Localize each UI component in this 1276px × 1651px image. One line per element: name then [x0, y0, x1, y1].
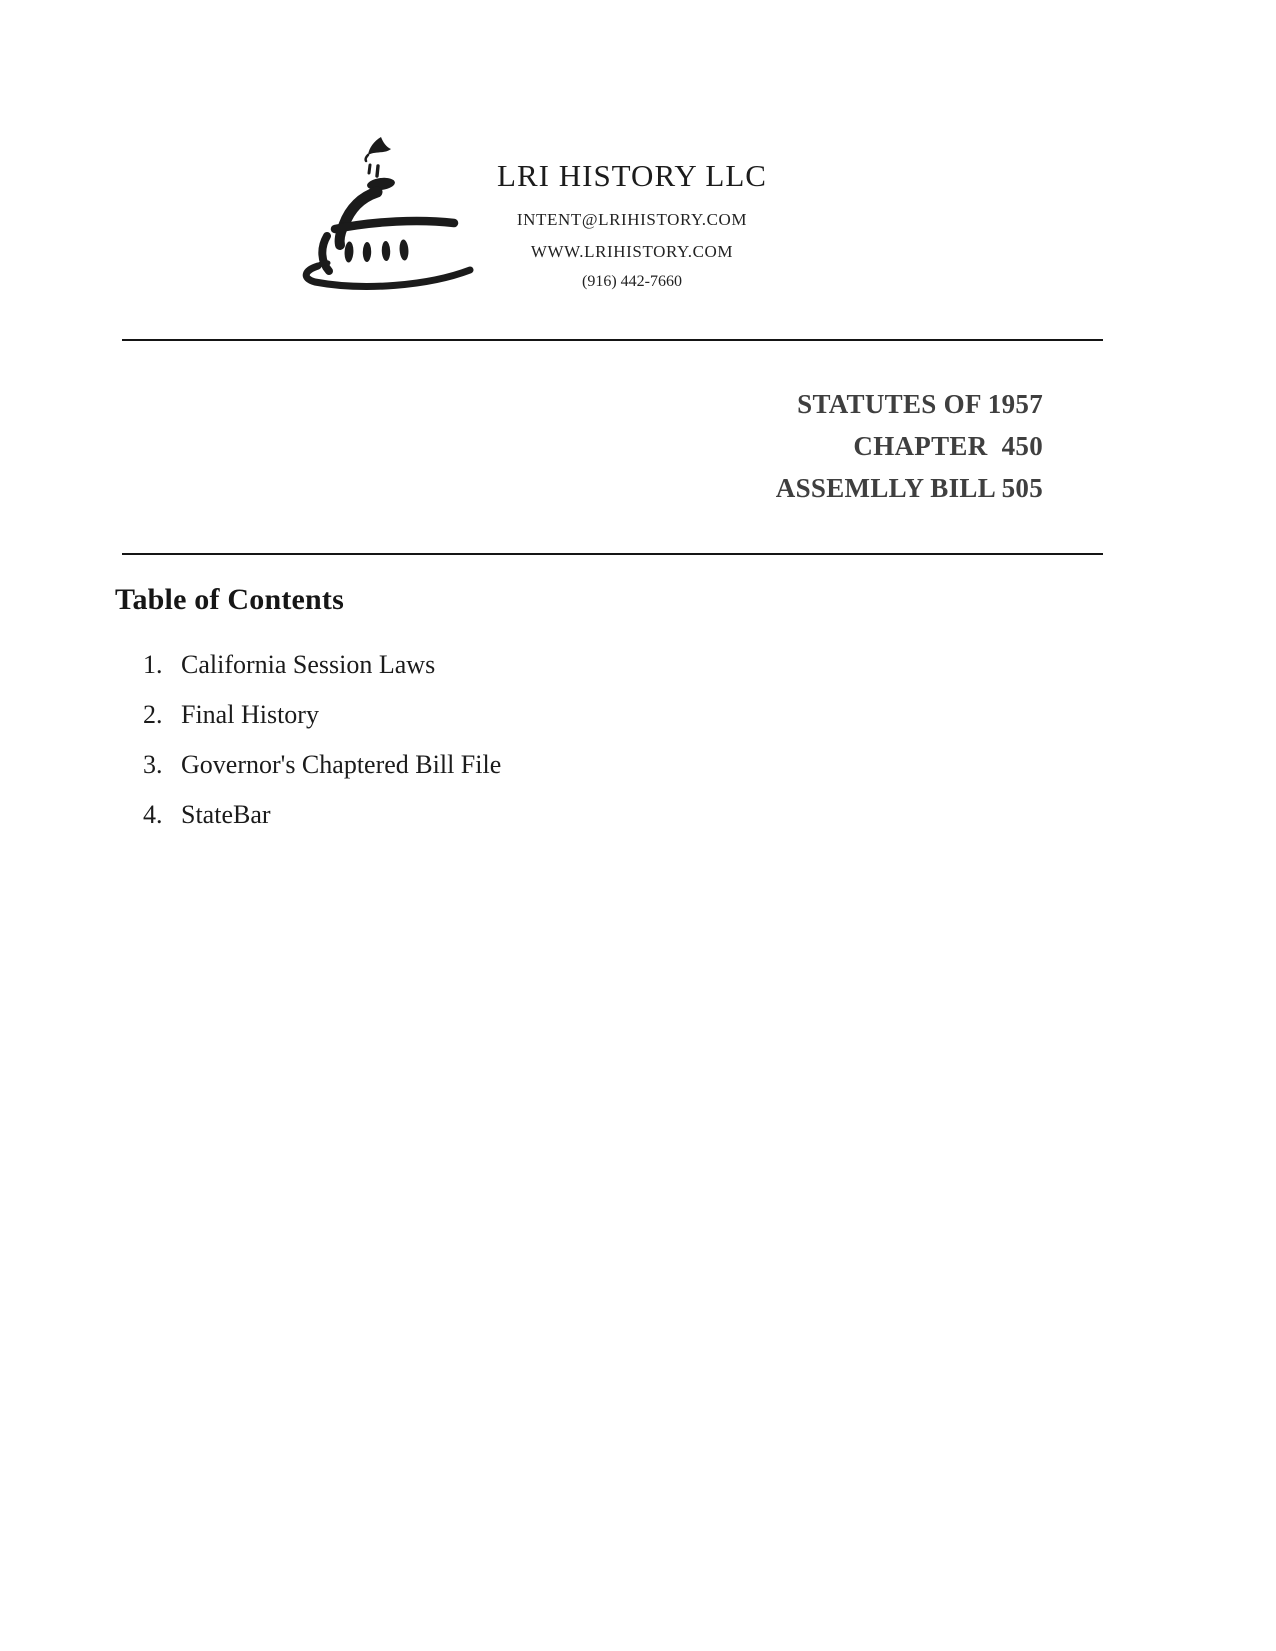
toc-item-label: StateBar: [181, 800, 271, 829]
toc-item-number: 2.: [143, 700, 163, 729]
toc-item: [143, 650, 501, 680]
horizontal-rule-bottom: [122, 553, 1103, 555]
assembly-bill-line: ASSEMLLY BILL 505: [775, 473, 1043, 503]
toc-item-number: 4.: [143, 800, 163, 829]
company-name: LRI HISTORY LLC: [497, 158, 767, 193]
toc-item: [143, 800, 501, 830]
toc-item-number: 3.: [143, 750, 163, 779]
company-website: WWW.LRIHISTORY.COM: [530, 242, 734, 261]
toc-item-label: Final History: [181, 700, 319, 729]
toc-item-label: California Session Laws: [181, 650, 436, 679]
toc-title: Table of Contents: [115, 583, 344, 616]
statutes-line: STATUTES OF 1957: [797, 389, 1043, 419]
horizontal-rule-top: [122, 339, 1103, 341]
company-email: INTENT@LRIHISTORY.COM: [516, 210, 748, 229]
toc-item: [143, 700, 501, 730]
company-phone: (916) 442-7660: [582, 273, 682, 290]
toc-list: [143, 650, 501, 850]
toc-item: [143, 750, 501, 780]
toc-item-label: Governor's Chaptered Bill File: [181, 750, 502, 779]
toc-item-number: 1.: [143, 650, 163, 679]
chapter-line: CHAPTER 450: [853, 431, 1043, 461]
case-title-block: [776, 383, 1043, 509]
letterhead: [447, 158, 817, 292]
